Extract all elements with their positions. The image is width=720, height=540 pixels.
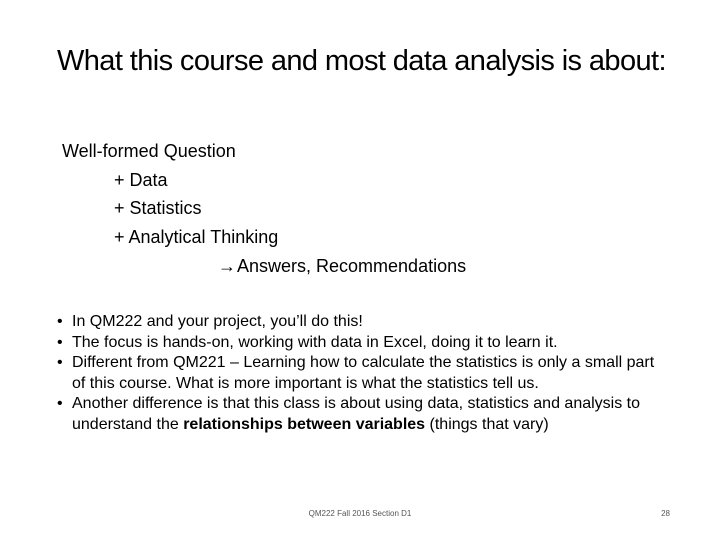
- bullet-item: [57, 394, 667, 435]
- bullet-text-emphasis: relationships between variables: [183, 415, 426, 433]
- bullet-item: [57, 333, 667, 354]
- bullet-item: [57, 312, 667, 333]
- bullet-text: The focus is hands-on, working with data in Excel, doing it to learn it.: [72, 333, 558, 351]
- bullet-item: [57, 353, 667, 394]
- formula-answers: Answers, Recommendations: [237, 256, 467, 276]
- formula-question: Well-formed Question: [62, 141, 236, 161]
- formula-statistics: + Statistics: [114, 198, 202, 218]
- bullet-text-post: (things that vary): [425, 415, 549, 433]
- bullet-text: [72, 395, 640, 433]
- footer-text: QM222 Fall 2016 Section D1: [308, 509, 412, 518]
- bullet-list: [57, 312, 667, 435]
- bullet-text: Different from QM221 – Learning how to calculate the statistics is only a small part of this course. What is more important is what the statistics tell us.: [72, 354, 655, 392]
- slide-title: What this course and most data analysis is about:: [57, 45, 666, 77]
- bullet-dot-icon: •: [57, 395, 63, 412]
- formula-data: + Data: [114, 170, 168, 190]
- arrow-right-icon: →: [218, 256, 236, 276]
- page-number: 28: [661, 509, 670, 518]
- bullet-dot-icon: •: [57, 313, 63, 330]
- bullet-dot-icon: •: [57, 333, 63, 351]
- bullet-text-pre: Another difference is that this class is about using data, statistics and analysis to understand the: [72, 395, 641, 433]
- bullet-text: In QM222 and your project, you’ll do this!: [72, 313, 363, 330]
- formula-result: [218, 255, 466, 277]
- bullet-dot-icon: •: [57, 354, 63, 371]
- formula-thinking: + Analytical Thinking: [114, 227, 279, 247]
